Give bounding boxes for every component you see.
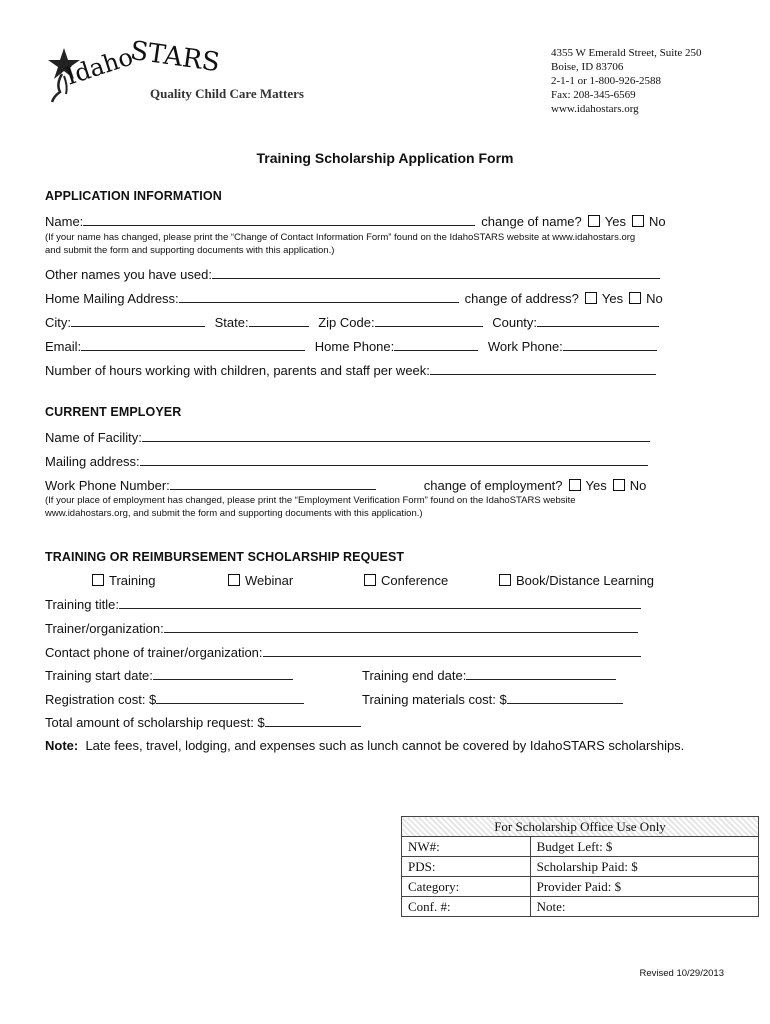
change-address-label: change of address? (464, 291, 579, 306)
hours-field[interactable] (430, 362, 656, 375)
other-names-label: Other names you have used: (45, 267, 212, 282)
home-phone-field[interactable] (394, 338, 478, 351)
hours-label: Number of hours working with children, parents and staff per week: (45, 363, 430, 378)
end-date-label: Training end date: (362, 668, 467, 683)
yes-label: Yes (601, 291, 624, 306)
form-title: Training Scholarship Application Form (256, 150, 514, 166)
book-distance-option-label: Book/Distance Learning (516, 573, 655, 588)
facility-field[interactable] (142, 429, 650, 442)
employment-note-2: www.idahostars.org, and submit the form and supporting documents with this application.) (45, 508, 423, 519)
no-label: No (629, 478, 647, 493)
materials-cost-label: Training materials cost: $ (362, 692, 507, 707)
change-name-yes-checkbox[interactable] (588, 215, 600, 227)
contact-address (551, 46, 702, 116)
change-employment-yes-checkbox[interactable] (569, 479, 581, 491)
mailing-row (45, 453, 654, 470)
no-label: No (646, 291, 663, 306)
work-phone-field[interactable] (563, 338, 657, 351)
change-address-no-checkbox[interactable] (629, 292, 641, 304)
change-address-yes-checkbox[interactable] (585, 292, 597, 304)
name-field[interactable] (83, 213, 475, 226)
option-training[interactable] (86, 573, 155, 589)
employment-note-1: (If your place of employment has changed, please print the “Employment Verification Form” found on the IdahoSTARS website (45, 495, 576, 506)
email-label: Email: (45, 339, 82, 354)
end-date-row (362, 667, 622, 684)
address-city: Boise, ID 83706 (551, 61, 624, 73)
book-distance-checkbox[interactable] (499, 574, 511, 586)
idahostars-logo (44, 35, 314, 108)
address-website: www.idahostars.org (551, 103, 639, 115)
work-phone-label: Work Phone: (487, 339, 563, 354)
materials-cost-field[interactable] (507, 691, 623, 704)
logo-brand-prefix: Idaho (62, 42, 137, 91)
office-cell: Note: (530, 897, 758, 917)
conference-option-label: Conference (381, 573, 449, 588)
state-field[interactable] (249, 314, 309, 327)
office-cell: NW#: (402, 837, 531, 857)
address-phone: 2-1-1 or 1-800-926-2588 (551, 75, 661, 87)
trainer-label: Trainer/organization: (45, 621, 164, 636)
county-field[interactable] (537, 314, 659, 327)
note-text: Late fees, travel, lodging, and expenses such as lunch cannot be covered by IdahoSTARS scholarships. (85, 738, 685, 753)
name-label: Name: (45, 214, 84, 229)
contact-phone-field[interactable] (263, 644, 641, 657)
facility-row (45, 429, 656, 446)
materials-cost-row (362, 691, 629, 708)
zip-label: Zip Code: (318, 315, 375, 330)
no-label: No (648, 214, 666, 229)
change-employment-label: change of employment? (423, 478, 563, 493)
office-cell: Scholarship Paid: $ (530, 857, 758, 877)
total-field[interactable] (265, 714, 361, 727)
conference-checkbox[interactable] (364, 574, 376, 586)
office-cell: Provider Paid: $ (530, 877, 758, 897)
office-use-table (401, 816, 759, 917)
logo-tagline: Quality Child Care Matters (150, 86, 304, 101)
change-employment-no-checkbox[interactable] (613, 479, 625, 491)
home-address-field[interactable] (179, 290, 459, 303)
note-row (45, 738, 684, 754)
hours-row (45, 362, 662, 379)
training-title-label: Training title: (45, 597, 119, 612)
county-label: County: (492, 315, 538, 330)
yes-label: Yes (585, 478, 607, 493)
address-fax: Fax: 208-345-6569 (551, 89, 636, 101)
change-name-no-checkbox[interactable] (632, 215, 644, 227)
city-label: City: (45, 315, 71, 330)
trainer-row (45, 620, 644, 637)
employer-phone-label: Work Phone Number: (45, 478, 170, 493)
office-cell: Conf. #: (402, 897, 531, 917)
total-row (45, 714, 367, 731)
total-label: Total amount of scholarship request: $ (45, 715, 265, 730)
registration-cost-label: Registration cost: $ (45, 692, 157, 707)
table-row (402, 897, 759, 917)
section-request-heading: TRAINING OR REIMBURSEMENT SCHOLARSHIP REQUEST (45, 550, 405, 564)
office-cell: Budget Left: $ (530, 837, 758, 857)
registration-cost-field[interactable] (156, 691, 304, 704)
webinar-option-label: Webinar (245, 573, 294, 588)
table-row (402, 837, 759, 857)
contact-phone-row (45, 644, 647, 661)
training-option-label: Training (109, 573, 156, 588)
office-cell: PDS: (402, 857, 531, 877)
change-name-label: change of name? (481, 214, 582, 229)
revised-date: Revised 10/29/2013 (639, 968, 724, 979)
option-conference[interactable] (358, 573, 448, 589)
email-field[interactable] (81, 338, 305, 351)
mailing-label: Mailing address: (45, 454, 140, 469)
table-row (402, 857, 759, 877)
start-date-field[interactable] (153, 667, 293, 680)
zip-field[interactable] (375, 314, 483, 327)
state-label: State: (214, 315, 249, 330)
section-employer-heading: CURRENT EMPLOYER (45, 405, 182, 419)
option-book-distance[interactable] (493, 573, 654, 589)
other-names-field[interactable] (212, 266, 660, 279)
home-address-label: Home Mailing Address: (45, 291, 179, 306)
training-title-field[interactable] (119, 596, 641, 609)
employer-phone-field[interactable] (170, 477, 376, 490)
logo-brand-suffix: STARS (128, 35, 222, 79)
office-cell: Category: (402, 877, 531, 897)
city-field[interactable] (71, 314, 205, 327)
training-title-row (45, 596, 647, 613)
name-change-note-2: and submit the form and supporting documents with this application.) (45, 245, 335, 256)
trainer-field[interactable] (164, 620, 638, 633)
other-names-row (45, 266, 666, 283)
city-state-row (45, 314, 665, 331)
yes-label: Yes (604, 214, 626, 229)
contact-phone-label: Contact phone of trainer/organization: (45, 645, 263, 660)
name-change-note-1: (If your name has changed, please print the “Change of Contact Information Form” found on the IdahoSTARS website at www.idahostars.org (45, 232, 636, 243)
name-row (45, 213, 666, 230)
note-label: Note: (45, 738, 79, 753)
address-street: 4355 W Emerald Street, Suite 250 (551, 47, 702, 59)
section-application-heading: APPLICATION INFORMATION (45, 189, 222, 203)
facility-label: Name of Facility: (45, 430, 142, 445)
email-phone-row (45, 338, 663, 355)
mailing-field[interactable] (140, 453, 648, 466)
registration-cost-row (45, 691, 310, 708)
end-date-field[interactable] (466, 667, 616, 680)
option-webinar[interactable] (222, 573, 293, 589)
office-use-header: For Scholarship Office Use Only (402, 817, 759, 837)
training-checkbox[interactable] (92, 574, 104, 586)
webinar-checkbox[interactable] (228, 574, 240, 586)
start-date-row (45, 667, 299, 684)
home-phone-label: Home Phone: (314, 339, 395, 354)
start-date-label: Training start date: (45, 668, 153, 683)
home-address-row (45, 290, 663, 307)
employer-phone-row (45, 477, 646, 494)
table-row (402, 877, 759, 897)
